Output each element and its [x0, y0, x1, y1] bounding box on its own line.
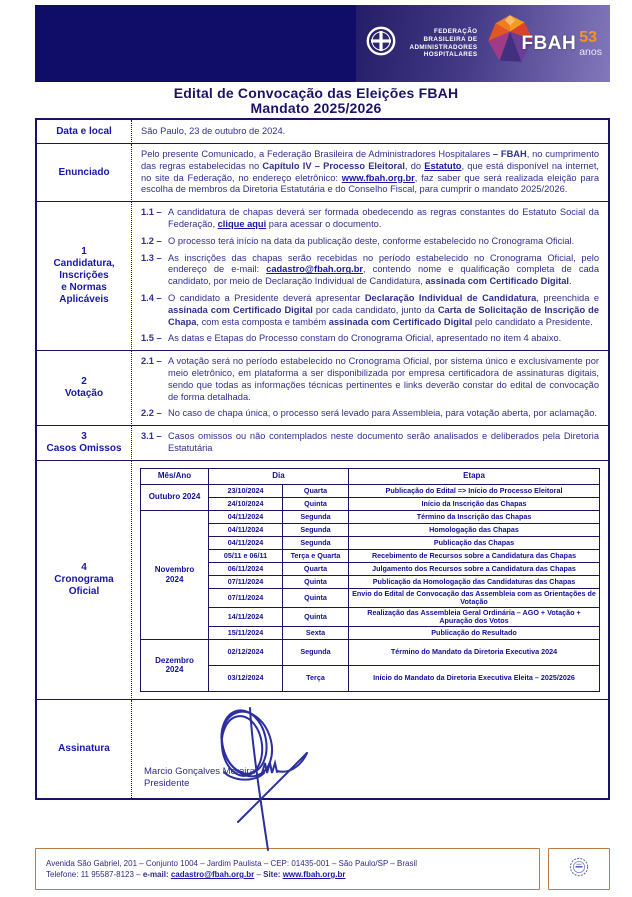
- cronograma-day: Quarta: [283, 562, 349, 575]
- row-assinatura: [37, 700, 608, 798]
- cronograma-row: [141, 575, 600, 588]
- cronograma-stage: Realização das Assembleia Geral Ordinária – AGO + Votação + Apuração dos Votos: [349, 607, 600, 626]
- casos-omissos-items: [132, 426, 608, 461]
- text-segment: assinada com Certificado Digital: [328, 316, 473, 327]
- cronograma-day: Segunda: [283, 536, 349, 549]
- section-label-votacao: 2 Votação: [37, 351, 132, 426]
- fbah-seal-icon: [366, 26, 396, 61]
- item-number: 1.5 –: [141, 333, 162, 344]
- cronograma-stage: Início da Inscrição das Chapas: [349, 497, 600, 510]
- text-segment: A votação será no período estabelecido no Cronograma Oficial, por sistema único e exclusivamente por meio eletrônico, em plataforma a ser disponibilizada por empresa certificadora de assinaturas digitais, sendo que todas as informações técnicas pertinentes e links deverão constar do edital de convocação de forma detalhada.: [168, 356, 599, 402]
- data-local-value: São Paulo, 23 de outubro de 2024.: [132, 120, 608, 144]
- row-cronograma: [37, 461, 608, 700]
- inline-link[interactable]: clique aqui: [217, 218, 267, 229]
- cronograma-stage: Término do Mandato da Diretoria Executiva 2024: [349, 639, 600, 665]
- item-number: 2.2 –: [141, 408, 162, 419]
- cronograma-date: 04/11/2024: [209, 536, 283, 549]
- cronograma-month: Dezembro 2024: [141, 639, 209, 691]
- cronograma-row: [141, 484, 600, 497]
- cronograma-stage: Recebimento de Recursos sobre a Candidatura das Chapas: [349, 549, 600, 562]
- footer-address-line: Avenida São Gabriel, 201 – Conjunto 1004 – Jardim Paulista – CEP: 01435-001 – São Paulo/SP – Brasil: [46, 859, 418, 868]
- text-segment: .: [569, 276, 572, 287]
- cronograma-row: [141, 588, 600, 607]
- cronograma-date: 04/11/2024: [209, 523, 283, 536]
- item-text: [168, 333, 599, 345]
- signer-role: Presidente: [144, 777, 190, 789]
- cronograma-day: Quinta: [283, 588, 349, 607]
- cronograma-date: 07/11/2024: [209, 588, 283, 607]
- text-segment: , do: [404, 160, 425, 171]
- item-number: 1.3 –: [141, 252, 162, 263]
- signature-image: [202, 702, 342, 852]
- text-segment: , contendo nome e qualificação completa de cada candidato, por meio de Declaração Individual de Candidatura,: [168, 264, 599, 287]
- text-segment: O processo terá início na data da publicação deste, conforme estabelecido no Cronograma Oficial.: [168, 235, 575, 246]
- item-number: 2.1 –: [141, 356, 162, 367]
- brand-wordmark: FBAH: [521, 32, 577, 54]
- row-enunciado: [37, 144, 608, 202]
- text-segment: Telefone: 11 95587-8123 –: [46, 870, 143, 879]
- inline-link[interactable]: www.fbah.org.br: [341, 172, 415, 183]
- numbered-item: [141, 431, 599, 455]
- item-text: [168, 408, 599, 420]
- text-segment: As inscrições das chapas serão recebidas no período estabelecido no Cronograma Oficial, pelo endereço de e-mail:: [168, 252, 599, 275]
- cronograma-row: [141, 665, 600, 691]
- footer-seal-box: [548, 848, 610, 890]
- cronograma-day: Segunda: [283, 510, 349, 523]
- item-number: 1.4 –: [141, 292, 162, 303]
- cronograma-day: Sexta: [283, 626, 349, 639]
- numbered-item: [141, 207, 599, 231]
- text-segment: , que está disponível na internet, no site da Federação, no endereço eletrônico:: [141, 160, 600, 183]
- cronograma-day: Quinta: [283, 607, 349, 626]
- cronograma-day: Terça: [283, 665, 349, 691]
- text-segment: –: [254, 870, 264, 879]
- cronograma-row: [141, 607, 600, 626]
- cronograma-date: 15/11/2024: [209, 626, 283, 639]
- numbered-item: [141, 356, 599, 403]
- cronograma-stage: Publicação do Resultado: [349, 626, 600, 639]
- cronograma-row: [141, 562, 600, 575]
- row-casos-omissos: [37, 426, 608, 461]
- item-text: [168, 236, 599, 248]
- cronograma-month: Outubro 2024: [141, 484, 209, 510]
- row-candidatura: [37, 202, 608, 351]
- cronograma-header: Etapa: [349, 468, 600, 484]
- cronograma-header: Mês/Ano: [141, 468, 209, 484]
- text-segment: – FBAH: [492, 149, 527, 159]
- text-segment: Casos omissos ou não contemplados neste documento serão analisados e deliberados pela Diretoria Estatutária: [168, 431, 599, 453]
- item-text: [168, 207, 599, 231]
- org-name: FEDERAÇÃO BRASILEIRA DE ADMINISTRADORES HOSPITALARES: [409, 28, 478, 59]
- cronograma-day: Quinta: [283, 497, 349, 510]
- page-title-line1: Edital de Convocação das Eleições FBAH: [173, 85, 459, 101]
- cronograma-date: 05/11 e 06/11: [209, 549, 283, 562]
- text-segment: As datas e Etapas do Processo constam do Cronograma Oficial, apresentado no item 4 abaixo.: [168, 333, 562, 344]
- cronograma-row: [141, 510, 600, 523]
- text-segment: Declaração Individual de Candidatura: [364, 292, 537, 303]
- item-text: [168, 293, 599, 328]
- cronograma-day: Quarta: [283, 484, 349, 497]
- text-segment: O candidato a Presidente deverá apresentar: [168, 292, 365, 303]
- section-label-cronograma: 4 Cronograma Oficial: [37, 461, 132, 700]
- item-text: [168, 356, 599, 403]
- inline-link[interactable]: www.fbah.org.br: [282, 870, 346, 879]
- cronograma-row: [141, 639, 600, 665]
- section-label-enunciado: Enunciado: [37, 144, 132, 202]
- cronograma-date: 06/11/2024: [209, 562, 283, 575]
- cronograma-date: 23/10/2024: [209, 484, 283, 497]
- text-segment: Capítulo IV – Processo Eleitoral: [262, 160, 405, 171]
- cronograma-day: Terça e Quarta: [283, 549, 349, 562]
- cronograma-stage: Início do Mandato da Diretoria Executiva Eleita – 2025/2026: [349, 665, 600, 691]
- section-label-assinatura: Assinatura: [37, 700, 132, 798]
- anniversary-badge: [579, 30, 602, 58]
- votacao-items: [132, 351, 608, 426]
- footer-contact-line: [46, 869, 529, 880]
- item-text: [168, 431, 599, 455]
- cronograma-stage: Publicação das Chapas: [349, 536, 600, 549]
- inline-link[interactable]: Estatuto: [424, 160, 462, 171]
- footer: [35, 848, 610, 890]
- edital-table: [35, 118, 610, 800]
- cronograma-date: 04/11/2024: [209, 510, 283, 523]
- numbered-item: [141, 333, 599, 345]
- cronograma-row: [141, 523, 600, 536]
- text-segment: , faz saber que será realizada eleição para escolha de membros da Diretoria Estatutária e do Conselho Fiscal, para cumprir o mandato 2025/2026.: [141, 172, 600, 195]
- cronograma-date: 14/11/2024: [209, 607, 283, 626]
- footer-seal-icon: [569, 857, 589, 882]
- section-label-candidatura: 1 Candidatura, Inscrições e Normas Aplicáveis: [37, 202, 132, 351]
- fbah-gem-logo: [484, 13, 602, 74]
- numbered-item: [141, 408, 599, 420]
- text-segment: , no cumprimento das regras estabelecidas no: [141, 149, 599, 171]
- page-title: [0, 86, 632, 116]
- banner-logo-area: [356, 5, 610, 82]
- section-label-casos-omissos: 3 Casos Omissos: [37, 426, 132, 461]
- cronograma-day: Segunda: [283, 639, 349, 665]
- inline-link[interactable]: cadastro@fbah.org.br: [170, 870, 255, 879]
- cronograma-row: [141, 549, 600, 562]
- cronograma-row: [141, 497, 600, 510]
- text-segment: Site:: [263, 870, 283, 879]
- cronograma-row: [141, 536, 600, 549]
- numbered-item: [141, 293, 599, 328]
- anniversary-word: anos: [579, 45, 602, 58]
- text-segment: No caso de chapa única, o processo será levado para Assembleia, para votação aberta, por aclamação.: [168, 408, 597, 419]
- item-number: 3.1 –: [141, 431, 162, 442]
- cronograma-row: [141, 626, 600, 639]
- cronograma-date: 07/11/2024: [209, 575, 283, 588]
- text-segment: e-mail:: [142, 870, 171, 879]
- inline-link[interactable]: cadastro@fbah.org.br: [266, 264, 364, 275]
- signer-name: Marcio Gonçalves Moreira: [144, 765, 255, 777]
- cronograma-day: Quinta: [283, 575, 349, 588]
- text-segment: Carta de Solicitação de Inscrição de Chapa: [168, 304, 599, 327]
- text-segment: por cada candidato, junto da: [312, 304, 438, 315]
- candidatura-items: [132, 202, 608, 351]
- item-number: 1.1 –: [141, 207, 162, 218]
- text-segment: assinada com Certificado Digital: [425, 276, 570, 287]
- anniversary-number: 53: [579, 28, 598, 46]
- cronograma-stage: Homologação das Chapas: [349, 523, 600, 536]
- banner-navy-block: [35, 5, 356, 82]
- cronograma-stage: Publicação do Edital => Início do Processo Eleitoral: [349, 484, 600, 497]
- text-segment: assinada com Certificado Digital: [168, 304, 313, 315]
- cronograma-stage: Julgamento dos Recursos sobre a Candidatura das Chapas: [349, 562, 600, 575]
- cronograma-day: Segunda: [283, 523, 349, 536]
- numbered-item: [141, 253, 599, 288]
- cronograma-table: [140, 468, 600, 692]
- row-data-local: [37, 120, 608, 144]
- cronograma-header: Dia: [209, 468, 349, 484]
- numbered-item: [141, 236, 599, 248]
- cronograma-date: 02/12/2024: [209, 639, 283, 665]
- text-segment: pelo candidato a Presidente.: [472, 316, 593, 327]
- cronograma-stage: Envio do Edital de Convocação das Assembleia com as Orientações de Votação: [349, 588, 600, 607]
- cronograma-stage: Término da Inscrição das Chapas: [349, 510, 600, 523]
- page-title-line2: Mandato 2025/2026: [250, 100, 382, 116]
- item-text: [168, 253, 599, 288]
- text-segment: , preenchida e: [536, 292, 599, 303]
- text-segment: para acessar o documento.: [266, 218, 382, 229]
- cronograma-month: Novembro 2024: [141, 510, 209, 639]
- row-votacao: [37, 351, 608, 426]
- text-segment: A candidatura de chapas deverá ser formada obedecendo as regras constantes do Estatuto Social da Federação,: [168, 207, 599, 229]
- section-label-data-local: Data e local: [37, 120, 132, 144]
- footer-address-box: [35, 848, 540, 890]
- enunciado-paragraph: [141, 149, 599, 196]
- text-segment: Pelo presente Comunicado, a Federação Brasileira de Administradores Hospitalares: [141, 149, 493, 159]
- cronograma-date: 03/12/2024: [209, 665, 283, 691]
- header-banner: [35, 5, 610, 82]
- cronograma-stage: Publicação da Homologação das Candidaturas das Chapas: [349, 575, 600, 588]
- text-segment: , com esta composta e também: [196, 316, 329, 327]
- cronograma-date: 24/10/2024: [209, 497, 283, 510]
- item-number: 1.2 –: [141, 235, 162, 246]
